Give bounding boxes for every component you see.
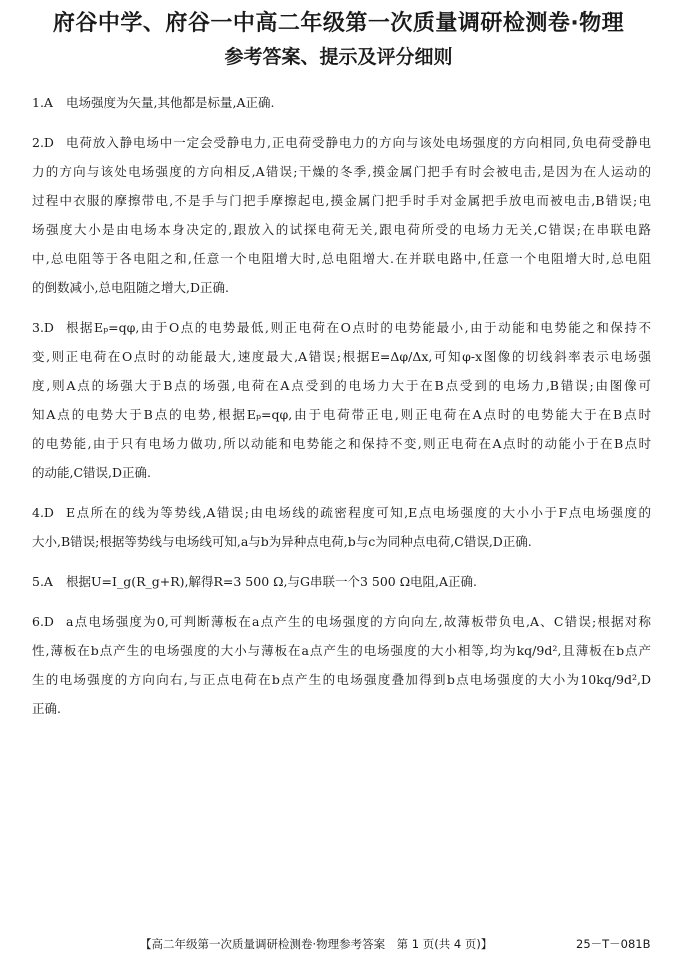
answer-item-2 (32, 128, 651, 302)
page-title: 府谷中学、府谷一中高二年级第一次质量调研检测卷·物理 (52, 11, 625, 36)
answer-explanation: a点电场强度为0,可判断薄板在a点产生的电场强度的方向向左,故薄板带负电,A、C错误;根据对称 性,薄板在b点产生的电场强度的大小与薄板在a点产生的电场强度的大小相等,均为kq/9d²,且薄板在b点产 生的电场强度的方向向右,与正点电荷在b点产生的电场强度叠加得到b点电场强度的大小为10kq/9d²,D 正确. (32, 614, 651, 716)
footer-code: 25－T－081B (576, 937, 651, 951)
answer-number: 2.D (32, 135, 54, 150)
answer-number: 4.D (32, 505, 54, 520)
page-subtitle: 参考答案、提示及评分细则 (224, 46, 453, 68)
answer-item-6 (32, 607, 651, 723)
answer-explanation: 电荷放入静电场中一定会受静电力,正电荷受静电力的方向与该处电场强度的方向相同,负电荷受静电 力的方向与该处电场强度的方向相反,A错误;干燥的冬季,摸金属门把手有时会被电击,是因为在人运动的 过程中衣服的摩擦带电,不是手与门把手摩擦起电,摸金属门把手时手对金属把手放电而被电击,B错误;电 场强度大小是由电场本身决定的,跟放入的试探电荷无关,跟电荷所受的电场力无关,C错误;在串联电路 中,总电阻等于各电阻之和,任意一个电阻增大时,总电阻增大.在并联电路中,任意一个电阻增大时,总电阻 的倒数减小,总电阻随之增大,D正确. (32, 135, 651, 295)
answer-number: 5.A (32, 574, 53, 589)
answer-item-5 (32, 567, 651, 596)
answer-item-1 (32, 88, 651, 117)
answer-explanation: 电场强度为矢量,其他都是标量,A正确. (66, 95, 275, 110)
answer-explanation: 根据Eₚ=qφ,由于O点的电势最低,则正电荷在O点时的电势能最小,由于动能和电势能之和保持不 变,则正电荷在O点时的动能最大,速度最大,A错误;根据E=Δφ/Δx,可知φ-x图像的切线斜率表示电场强 度,则A点的场强大于B点的场强,电荷在A点受到的电场力大于在B点受到的电场力,B错误;由图像可 知A点的电势大于B点的电势,根据Eₚ=qφ,由于电荷带正电,则正电荷在A点时的电势能大于在B点时 的电势能,由于只有电场力做功,所以动能和电势能之和保持不变,则正电荷在A点时的动能小于在B点时 的动能,C错误,D正确. (32, 320, 651, 480)
answer-item-3 (32, 313, 651, 487)
answer-number: 3.D (32, 320, 54, 335)
answer-explanation: E点所在的线为等势线,A错误;由电场线的疏密程度可知,E点电场强度的大小小于F点电场强度的 大小,B错误;根据等势线与电场线可知,a与b为异种点电荷,b与c为同种点电荷,C错误,D正确. (32, 505, 651, 549)
answer-list (32, 88, 651, 734)
answer-explanation: 根据U=I_g(R_g+R),解得R=3 500 Ω,与G串联一个3 500 Ω电阻,A正确. (66, 574, 478, 589)
footer-page-info: 【高二年级第一次质量调研检测卷·物理参考答案 第 1 页(共 4 页)】 (140, 937, 493, 951)
answer-item-4 (32, 498, 651, 556)
answer-number: 6.D (32, 614, 54, 629)
answer-number: 1.A (32, 95, 53, 110)
